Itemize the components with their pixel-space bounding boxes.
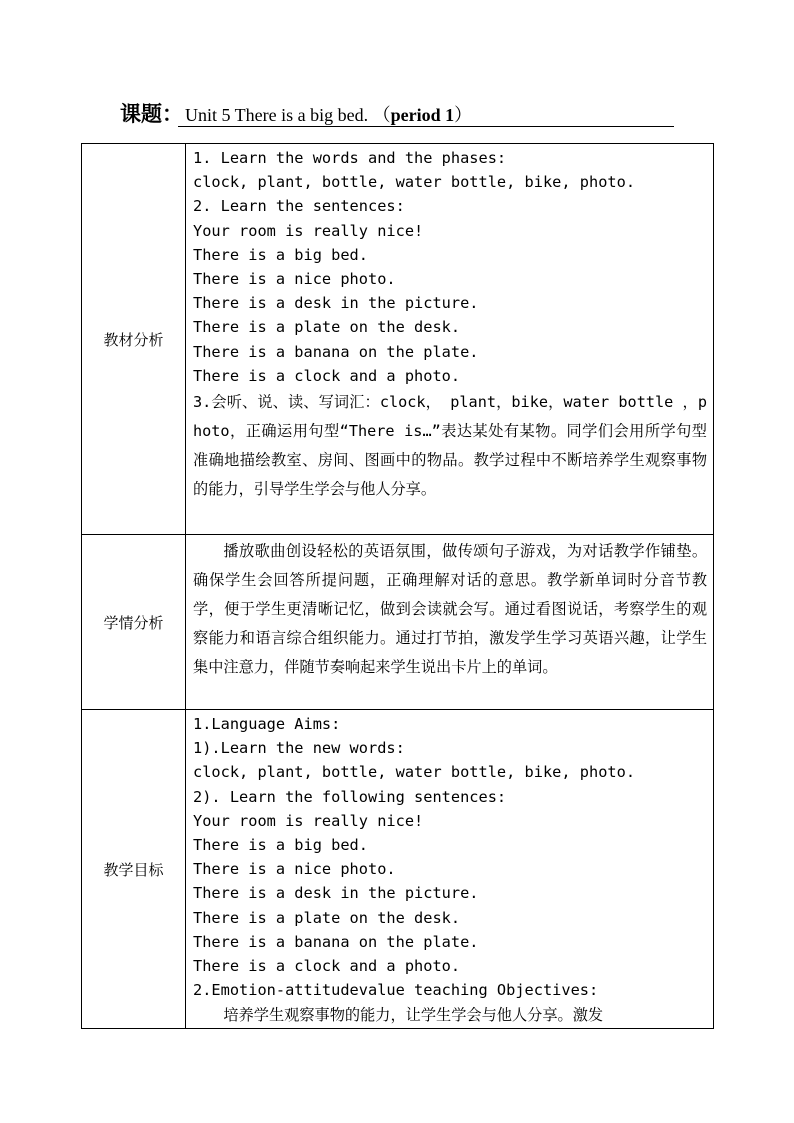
content-line: Your room is really nice!: [193, 221, 424, 240]
table-row-learner-analysis: [82, 535, 714, 710]
content-line: clock, plant, bottle, water bottle, bike, photo.: [193, 763, 636, 782]
row-label-learner-analysis: 学情分析: [82, 535, 186, 710]
content-line: There is a big bed.: [193, 245, 368, 264]
content-paragraph: 3.会听、说、读、写词汇：clock， plant，bike，water bottle ，photo，正确运用句型“There is…”表达某处有某物。同学们会用所学句型准确地描绘教室、房间、图画中的物品。教学过程中不断培养学生观察事物的能力，引导学生学会与他人分享。: [193, 393, 707, 499]
row-content-learner-analysis: [186, 535, 714, 710]
content-line: 2.Emotion-attitudevalue teaching Objectives:: [193, 981, 599, 1000]
table-row-textbook-analysis: [82, 144, 714, 535]
content-line: 1.Language Aims:: [193, 715, 341, 733]
content-line: There is a clock and a photo.: [193, 957, 461, 976]
lesson-plan-table: [81, 143, 714, 1029]
content-line: There is a desk in the picture.: [193, 884, 479, 903]
content-line: There is a plate on the desk.: [193, 318, 461, 337]
content-paragraph: 培养学生观察事物的能力，让学生学会与他人分享。激发: [223, 1006, 604, 1025]
content-line: There is a nice photo.: [193, 270, 396, 289]
content-line: clock, plant, bottle, water bottle, bike, photo.: [193, 173, 636, 192]
table-row-teaching-objectives: [82, 710, 714, 1029]
row-label-textbook-analysis: 教材分析: [82, 144, 186, 535]
content-line: There is a big bed.: [193, 836, 368, 855]
title-text-end: ）: [454, 105, 473, 125]
content-line: There is a banana on the plate.: [193, 342, 479, 361]
content-line: 1).Learn the new words:: [193, 739, 405, 758]
content-line: There is a banana on the plate.: [193, 932, 479, 951]
title-underline: [178, 126, 674, 127]
title-label: 课题：: [120, 102, 183, 126]
content-paragraph: 播放歌曲创设轻松的英语氛围，做传颂句子游戏，为对话教学作铺垫。确保学生会回答所提问题，正确理解对话的意思。教学新单词时分音节教学，便于学生更清晰记忆，做到会读就会写。通过看图说话，考察学生的观察能力和语言综合组织能力。通过打节拍，激发学生学习英语兴趣，让学生集中注意力，伴随节奏响起来学生说出卡片上的单词。: [193, 542, 707, 676]
content-line: There is a clock and a photo.: [193, 366, 461, 385]
title-text-plain: Unit 5 There is a big bed. （: [185, 105, 391, 125]
content-line: There is a nice photo.: [193, 860, 396, 879]
row-label-teaching-objectives: 教学目标: [82, 710, 186, 1029]
content-line: 2). Learn the following sentences:: [193, 787, 507, 806]
content-line: There is a plate on the desk.: [193, 908, 461, 927]
title-text: [185, 101, 472, 127]
content-line: There is a desk in the picture.: [193, 294, 479, 313]
page-title: [120, 98, 472, 128]
content-line: 2. Learn the sentences:: [193, 197, 405, 216]
row-content-teaching-objectives: [186, 710, 714, 1029]
row-content-textbook-analysis: [186, 144, 714, 535]
title-text-bold: period 1: [390, 105, 455, 125]
content-line: 1. Learn the words and the phases:: [193, 149, 507, 167]
content-line: Your room is really nice!: [193, 811, 424, 830]
